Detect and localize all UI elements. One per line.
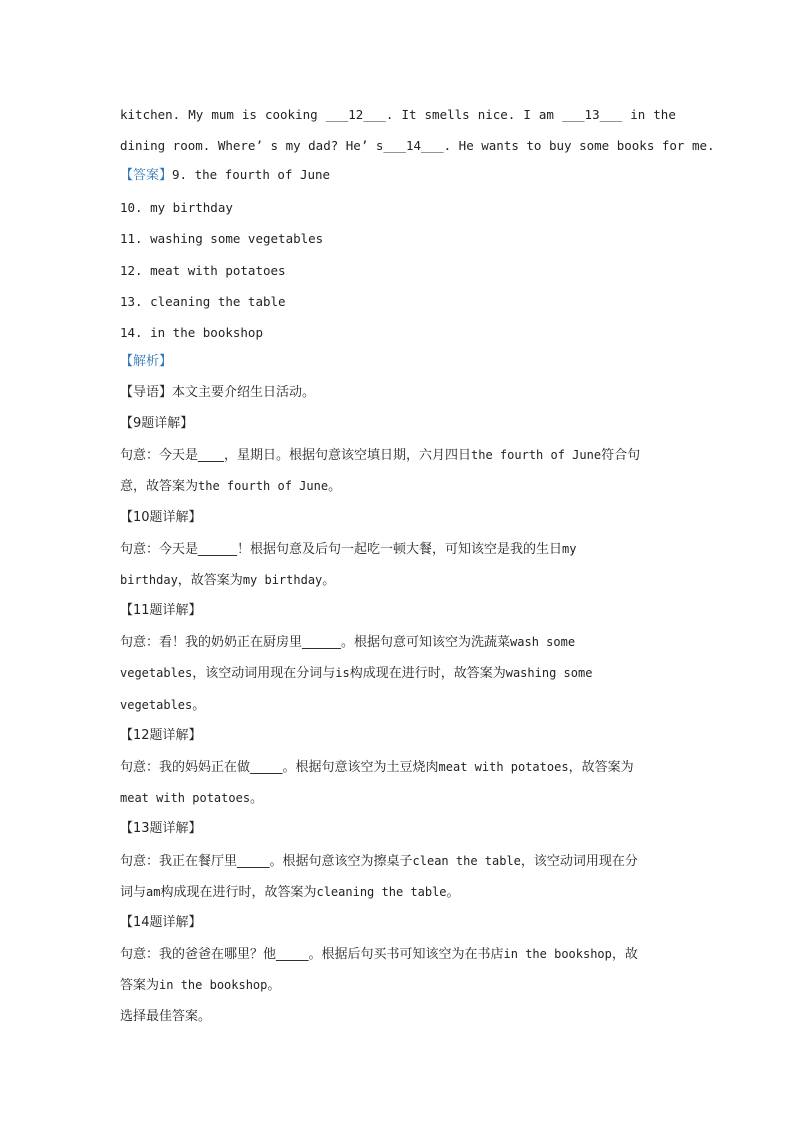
q14-text: 句意：我的爸爸在哪里？他_____。根据后句买书可知该空为在书店: [120, 947, 504, 962]
passage-text: dining room. Where’ s my dad? He’ s: [120, 138, 384, 153]
passage-word: am: [538, 107, 554, 122]
q14-answer: in the bookshop: [159, 978, 268, 992]
q11-heading: 【11题详解】: [120, 603, 202, 618]
q13-term: clean the table: [412, 854, 521, 868]
passage-word: nice.: [477, 107, 516, 122]
analysis-tag: 【解析】: [120, 354, 173, 369]
q14-text: 答案为: [120, 978, 160, 993]
passage-word: in: [630, 107, 646, 122]
q12-text: ，故答案为: [568, 760, 634, 775]
answer-13: 13. cleaning the table: [120, 294, 286, 309]
q11-term: wash some: [510, 635, 576, 649]
q9-text: 符合句: [601, 448, 641, 463]
blank-14: ___14___: [383, 138, 444, 153]
q11-line-2: [120, 664, 676, 683]
q10-line-2: [120, 571, 676, 590]
q13-line-2: [120, 883, 676, 902]
q12-term: meat with potatoes: [438, 760, 569, 774]
q11-answer: vegetables: [120, 698, 193, 712]
final-note: 选择最佳答案。: [120, 1009, 212, 1024]
q13-text: 。: [446, 885, 460, 900]
q14-term: in the bookshop: [503, 947, 612, 961]
answer-10: 10. my birthday: [120, 200, 233, 215]
q12-heading: 【12题详解】: [120, 728, 202, 743]
q10-line-1: [120, 540, 676, 559]
q9-text: 。: [328, 479, 342, 494]
q13-text: ，该空动词用现在分: [520, 854, 638, 869]
blank-12: ___12___.: [325, 107, 394, 122]
q14-line-1: [120, 945, 676, 964]
q12-text: 句意：我的妈妈正在做_____。根据句意该空为土豆烧肉: [120, 760, 439, 775]
q10-text: 句意：今天是______！根据句意及后句一起吃一顿大餐，可知该空是我的生日: [120, 542, 563, 557]
q11-text: 。: [192, 698, 206, 713]
passage-word: the: [653, 107, 676, 122]
q9-text: 句意：今天是____，星期日。根据句意该空填日期，六月四日: [120, 448, 472, 463]
q11-text: 句意：看！我的奶奶正在厨房里______。根据句意可知该空为洗蔬菜: [120, 635, 511, 650]
q10-text: 。: [322, 573, 336, 588]
q11-term: is: [335, 666, 350, 680]
passage-word: smells: [424, 107, 470, 122]
q9-line-1: [120, 446, 676, 465]
q13-heading: 【13题详解】: [120, 821, 202, 836]
passage-word: It: [401, 107, 417, 122]
q13-text: 构成现在进行时，故答案为: [160, 885, 317, 900]
answer-11: 11. washing some vegetables: [120, 231, 324, 246]
passage-word: kitchen.: [120, 107, 181, 122]
guide-text: 【导语】本文主要介绍生日活动。: [120, 385, 316, 400]
passage-word: My: [188, 107, 204, 122]
q10-heading: 【10题详解】: [120, 510, 202, 525]
passage-line-2: [120, 137, 715, 155]
q10-answer: my birthday: [242, 573, 323, 587]
q11-line-1: [120, 633, 676, 652]
answer-9: 9. the fourth of June: [172, 167, 331, 182]
q10-term: my: [562, 542, 577, 556]
q13-text: 句意：我正在餐厅里_____。根据句意该空为擦桌子: [120, 854, 413, 869]
q14-heading: 【14题详解】: [120, 915, 202, 930]
q9-term: the fourth of June: [471, 448, 602, 462]
blank-13: ___13___: [561, 107, 623, 122]
q12-answer: meat with potatoes: [120, 791, 251, 805]
q13-text: 词与: [120, 885, 147, 900]
q9-line-2: [120, 477, 676, 496]
passage-line-1: [120, 106, 676, 124]
q10-term: birthday: [120, 573, 178, 587]
q11-line-3: [120, 696, 676, 715]
passage-text: . He wants to buy some books for me.: [443, 138, 715, 153]
passage-word: is: [241, 107, 257, 122]
q11-answer: washing some: [505, 666, 593, 680]
answer-12: 12. meat with potatoes: [120, 263, 286, 278]
answer-14: 14. in the bookshop: [120, 325, 263, 340]
q12-line-2: [120, 789, 676, 808]
q13-line-1: [120, 852, 676, 871]
q14-text: 。: [267, 978, 281, 993]
q11-text: ，该空动词用现在分词与: [192, 666, 336, 681]
q14-text: ，故: [611, 947, 638, 962]
q11-term: vegetables: [120, 666, 193, 680]
q10-text: ，故答案为: [177, 573, 243, 588]
passage-word: I: [523, 107, 531, 122]
q11-text: 构成现在进行时，故答案为: [349, 666, 506, 681]
q14-line-2: [120, 976, 676, 995]
passage-word: cooking: [264, 107, 318, 122]
q12-line-1: [120, 758, 676, 777]
q9-answer: the fourth of June: [198, 479, 329, 493]
passage-word: mum: [211, 107, 234, 122]
q9-text: 意，故答案为: [120, 479, 199, 494]
q13-term: am: [146, 885, 161, 899]
answer-tag: 【答案】: [120, 168, 173, 183]
q9-heading: 【9题详解】: [120, 416, 194, 431]
answer-line-9: [120, 166, 676, 185]
q13-answer: cleaning the table: [316, 885, 447, 899]
q12-text: 。: [250, 791, 264, 806]
